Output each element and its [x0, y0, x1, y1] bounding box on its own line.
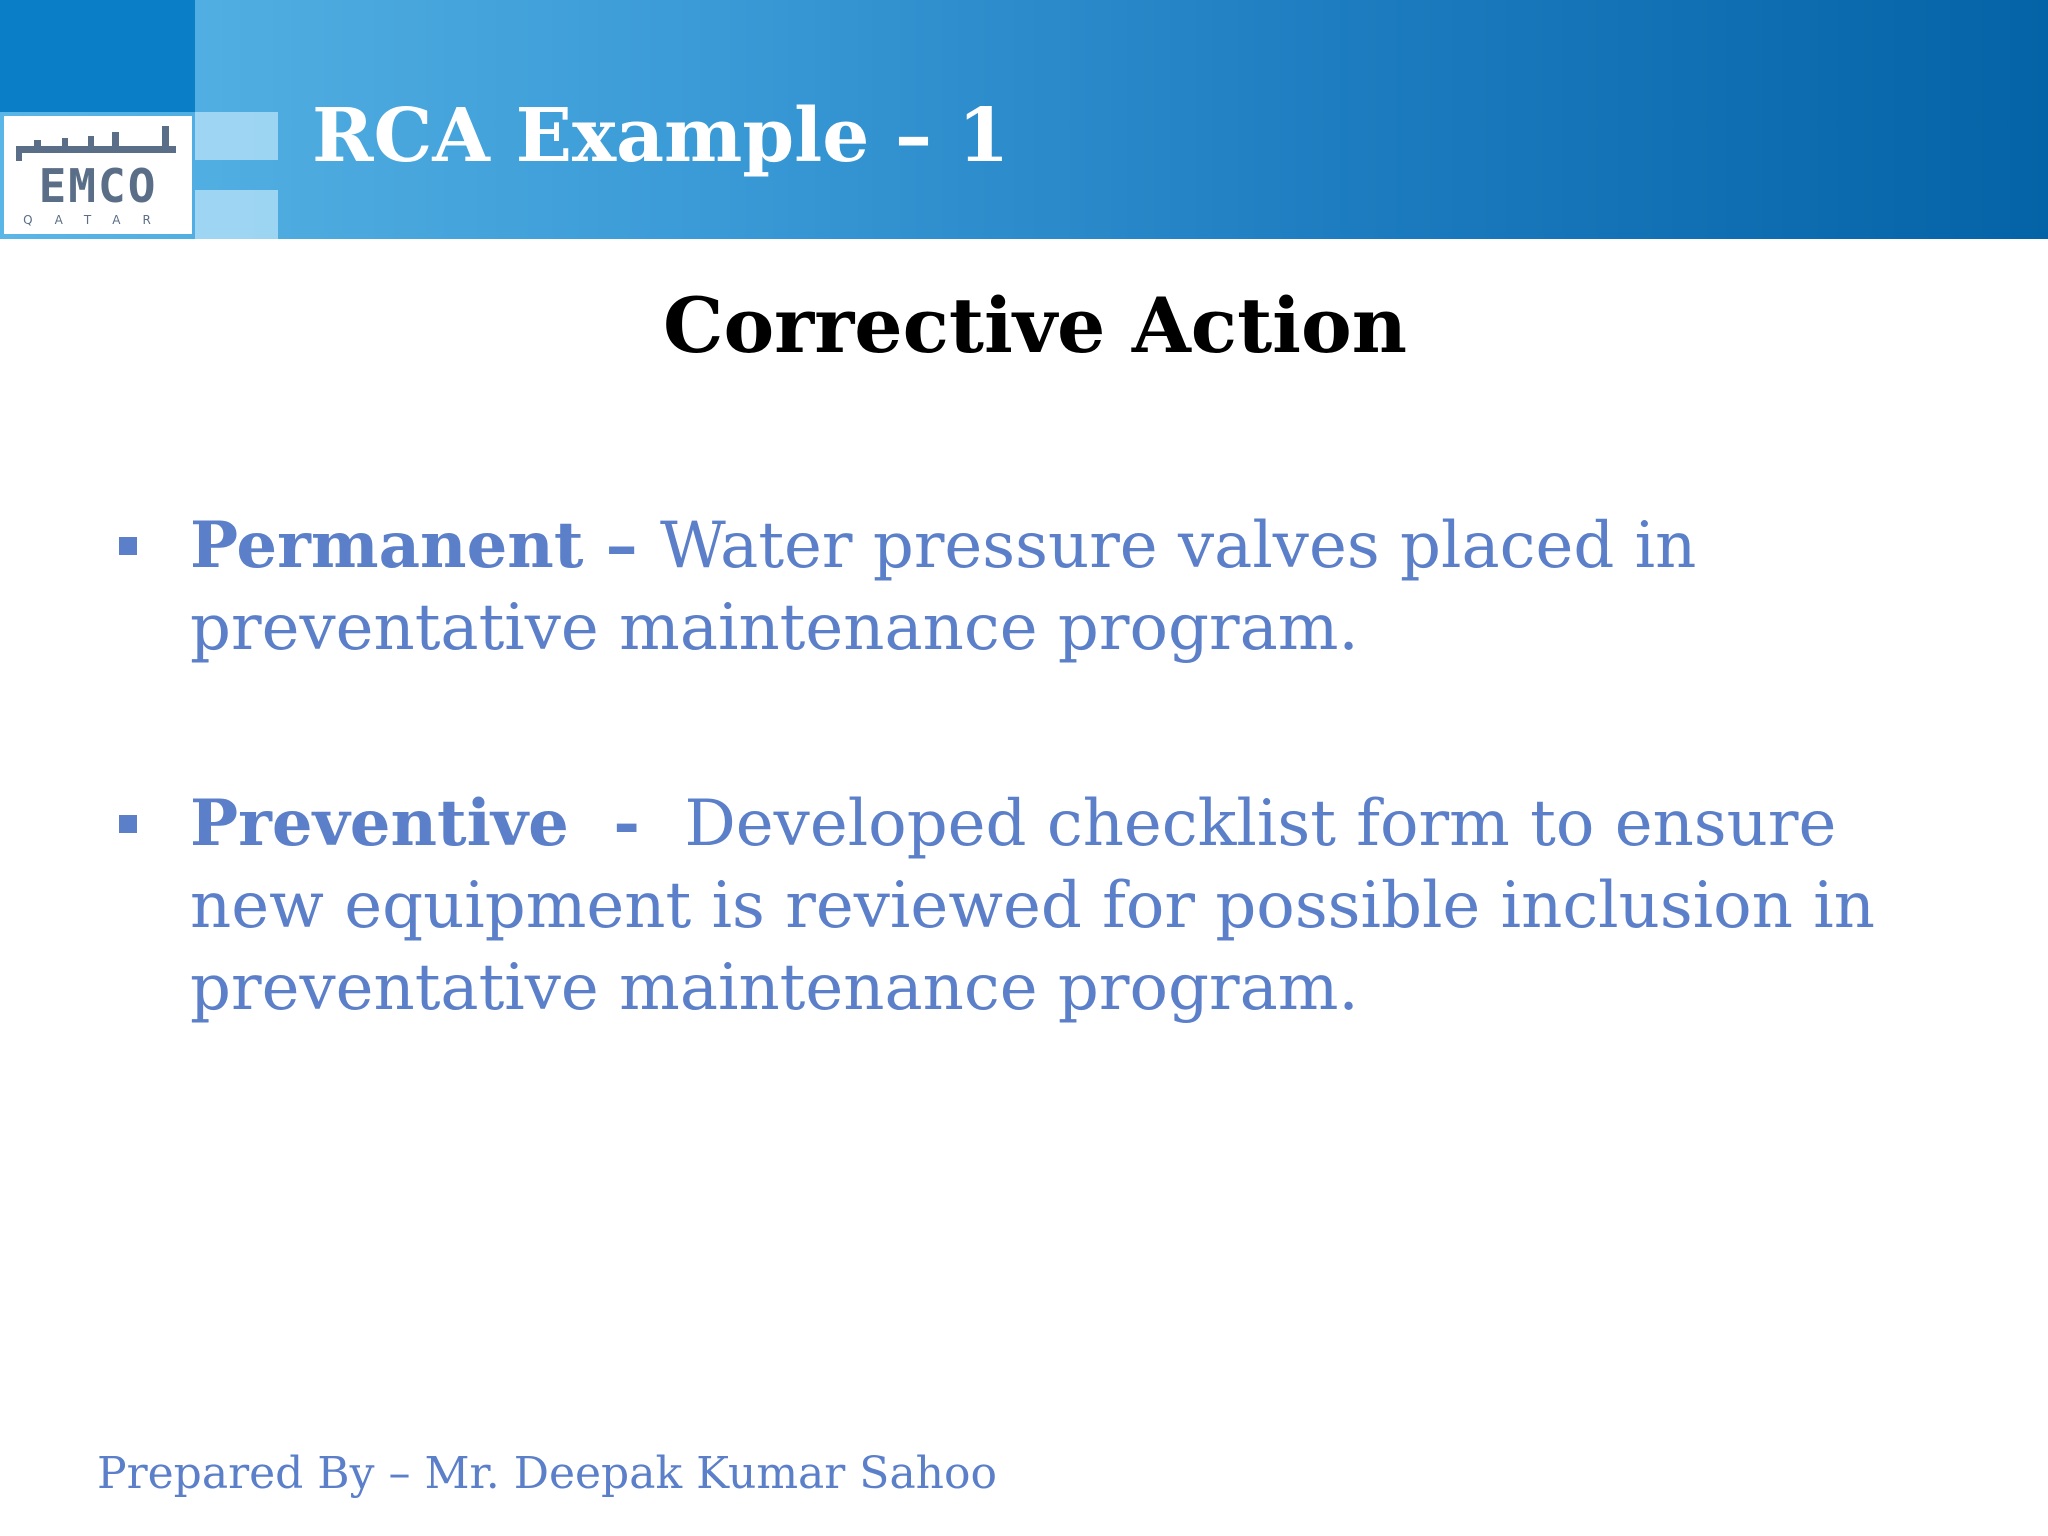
bullet-term: Preventive	[190, 786, 569, 861]
bullet-text: Developed checklist form to ensure new equipment is reviewed for possible inclusion in preventative maintenance program.	[190, 787, 1896, 1025]
bullet-separator: –	[583, 508, 660, 583]
slide-title: RCA Example – 1	[312, 93, 1010, 179]
logo-text: EMCO	[38, 159, 158, 213]
bullet-separator: -	[568, 786, 685, 861]
header-decor-block	[0, 0, 195, 112]
emco-logo	[4, 116, 192, 234]
header-decor-square	[195, 190, 278, 239]
bullet-list	[190, 505, 1990, 1143]
bullet-item-permanent	[190, 505, 1990, 669]
bullet-term: Permanent	[190, 508, 584, 583]
footer-prepared-by: Prepared By – Mr. Deepak Kumar Sahoo	[97, 1448, 998, 1499]
square-bullet-icon	[119, 815, 137, 833]
bullet-item-preventive	[190, 783, 1990, 1029]
section-subtitle: Corrective Action	[662, 281, 1407, 370]
bullet-text: Water pressure valves placed in preventative maintenance program.	[190, 509, 1717, 665]
header-decor-square	[195, 112, 278, 160]
slide-header-banner	[0, 0, 2048, 239]
square-bullet-icon	[119, 537, 137, 555]
logo-subtext: QATAR	[23, 213, 173, 227]
